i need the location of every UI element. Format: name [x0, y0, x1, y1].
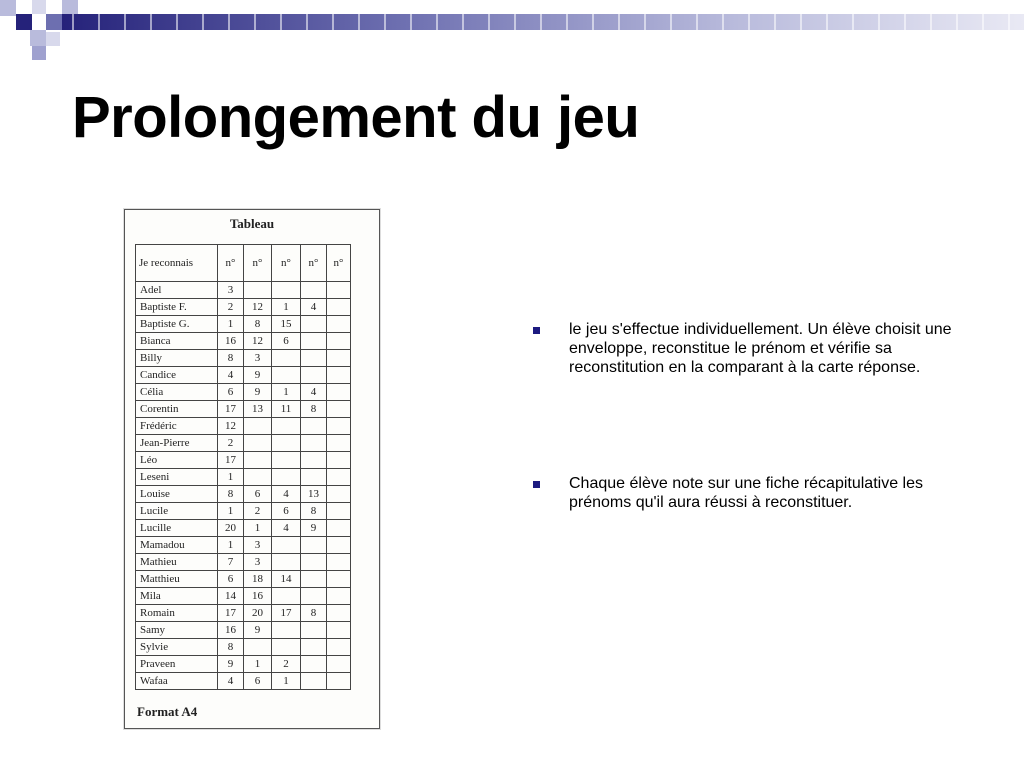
name-cell: Billy [136, 350, 218, 367]
number-cell [327, 384, 351, 401]
square-bullet-icon [533, 481, 540, 488]
number-cell [301, 622, 327, 639]
number-cell [272, 469, 301, 486]
name-cell: Sylvie [136, 639, 218, 656]
deco-square [32, 0, 46, 14]
number-cell [327, 656, 351, 673]
table-row [136, 588, 351, 605]
number-cell [327, 486, 351, 503]
number-cell: 12 [244, 333, 272, 350]
number-cell: 8 [301, 503, 327, 520]
number-cell: 2 [244, 503, 272, 520]
number-cell: 16 [244, 588, 272, 605]
number-cell: 14 [272, 571, 301, 588]
number-cell: 7 [218, 554, 244, 571]
table-row [136, 639, 351, 656]
name-cell: Matthieu [136, 571, 218, 588]
number-cell [301, 571, 327, 588]
table-header-row [136, 245, 351, 282]
number-cell [327, 333, 351, 350]
number-cell: 2 [218, 435, 244, 452]
name-cell: Corentin [136, 401, 218, 418]
deco-square [16, 14, 32, 30]
number-cell: 6 [244, 673, 272, 690]
number-cell [327, 435, 351, 452]
name-cell: Praveen [136, 656, 218, 673]
number-cell: 1 [272, 673, 301, 690]
table-row [136, 537, 351, 554]
number-cell: 16 [218, 333, 244, 350]
name-cell: Samy [136, 622, 218, 639]
number-cell [301, 452, 327, 469]
number-cell [301, 554, 327, 571]
number-cell [301, 282, 327, 299]
number-cell [244, 418, 272, 435]
number-cell: 8 [301, 605, 327, 622]
number-cell: 1 [218, 503, 244, 520]
number-cell: 17 [272, 605, 301, 622]
table-row [136, 673, 351, 690]
deco-square [30, 30, 46, 46]
number-cell: 3 [218, 282, 244, 299]
number-cell: 14 [218, 588, 244, 605]
number-cell: 9 [244, 622, 272, 639]
number-cell: 13 [301, 486, 327, 503]
number-cell [272, 588, 301, 605]
number-cell: 15 [272, 316, 301, 333]
name-cell: Baptiste G. [136, 316, 218, 333]
number-cell [327, 554, 351, 571]
number-cell: 1 [244, 656, 272, 673]
number-cell: 12 [244, 299, 272, 316]
decorative-header [0, 0, 1024, 64]
number-cell [244, 452, 272, 469]
number-cell: 20 [244, 605, 272, 622]
number-cell [244, 435, 272, 452]
number-cell [272, 537, 301, 554]
number-cell [327, 469, 351, 486]
number-cell [301, 418, 327, 435]
table-row [136, 435, 351, 452]
bullet-text: le jeu s'effectue individuellement. Un élève choisit une enveloppe, reconstitue le prénom et vérifie sa reconstitution en la comparant à la carte réponse. [569, 321, 952, 376]
number-cell: 6 [244, 486, 272, 503]
number-cell [301, 537, 327, 554]
sheet-title: Tableau [229, 216, 275, 231]
number-cell: 8 [218, 350, 244, 367]
number-cell [327, 452, 351, 469]
table-row [136, 418, 351, 435]
number-cell [272, 554, 301, 571]
number-cell [301, 673, 327, 690]
number-cell [272, 418, 301, 435]
number-cell: 8 [244, 316, 272, 333]
number-cell [272, 350, 301, 367]
number-cell [327, 316, 351, 333]
number-cell [327, 401, 351, 418]
number-cell: 3 [244, 554, 272, 571]
names-table [135, 244, 351, 690]
number-cell: 9 [218, 656, 244, 673]
name-cell: Lucille [136, 520, 218, 537]
table-row [136, 605, 351, 622]
number-cell: 2 [218, 299, 244, 316]
number-cell [327, 622, 351, 639]
table-row [136, 469, 351, 486]
number-cell: 8 [218, 639, 244, 656]
number-cell [272, 367, 301, 384]
number-cell: 9 [301, 520, 327, 537]
number-cell [327, 367, 351, 384]
number-cell: 12 [218, 418, 244, 435]
deco-square [0, 0, 16, 16]
name-cell: Lucile [136, 503, 218, 520]
number-cell: 6 [218, 384, 244, 401]
number-cell: 6 [272, 333, 301, 350]
scanned-table-sheet [124, 209, 380, 729]
table-row [136, 367, 351, 384]
number-cell: 8 [218, 486, 244, 503]
number-cell [244, 639, 272, 656]
slide-title: Prolongement du jeu [72, 85, 640, 150]
number-cell [327, 537, 351, 554]
number-cell [272, 282, 301, 299]
name-cell: Mila [136, 588, 218, 605]
number-cell: 1 [218, 469, 244, 486]
number-cell [327, 299, 351, 316]
table-row [136, 486, 351, 503]
number-cell: 20 [218, 520, 244, 537]
number-cell: 1 [218, 316, 244, 333]
number-cell [301, 588, 327, 605]
table-row [136, 656, 351, 673]
number-cell [327, 673, 351, 690]
header-cell: n° [218, 245, 244, 282]
number-cell: 8 [301, 401, 327, 418]
table-row [136, 554, 351, 571]
number-cell: 4 [301, 384, 327, 401]
number-cell: 9 [244, 367, 272, 384]
deco-square [32, 46, 46, 60]
number-cell [301, 350, 327, 367]
number-cell: 3 [244, 537, 272, 554]
number-cell [327, 639, 351, 656]
number-cell [301, 656, 327, 673]
number-cell: 4 [272, 520, 301, 537]
header-cell: n° [327, 245, 351, 282]
table-row [136, 384, 351, 401]
number-cell [327, 588, 351, 605]
number-cell [327, 605, 351, 622]
number-cell: 17 [218, 401, 244, 418]
number-cell: 17 [218, 605, 244, 622]
name-cell: Candice [136, 367, 218, 384]
name-cell: Romain [136, 605, 218, 622]
number-cell [327, 503, 351, 520]
table-row [136, 401, 351, 418]
number-cell: 9 [244, 384, 272, 401]
deco-square [62, 0, 78, 14]
table-row [136, 316, 351, 333]
sheet-footer: Format A4 [137, 704, 198, 719]
gradient-stripe [62, 14, 1024, 30]
number-cell: 3 [244, 350, 272, 367]
number-cell: 4 [301, 299, 327, 316]
table-row [136, 571, 351, 588]
number-cell: 1 [244, 520, 272, 537]
name-cell: Mamadou [136, 537, 218, 554]
number-cell: 4 [218, 673, 244, 690]
number-cell: 4 [218, 367, 244, 384]
number-cell [272, 639, 301, 656]
number-cell: 18 [244, 571, 272, 588]
number-cell [327, 350, 351, 367]
bullet-text: Chaque élève note sur une fiche récapitulative les prénoms qu'il aura réussi à reconstituer. [569, 475, 923, 511]
number-cell [301, 333, 327, 350]
header-cell: n° [301, 245, 327, 282]
name-cell: Bianca [136, 333, 218, 350]
table-row [136, 299, 351, 316]
number-cell [301, 316, 327, 333]
number-cell [301, 639, 327, 656]
table-row [136, 622, 351, 639]
number-cell [272, 622, 301, 639]
number-cell [327, 571, 351, 588]
number-cell [327, 418, 351, 435]
number-cell [244, 469, 272, 486]
number-cell: 4 [272, 486, 301, 503]
name-cell: Mathieu [136, 554, 218, 571]
table-row [136, 452, 351, 469]
number-cell [327, 520, 351, 537]
number-cell: 16 [218, 622, 244, 639]
number-cell: 6 [218, 571, 244, 588]
header-cell: n° [244, 245, 272, 282]
number-cell [327, 282, 351, 299]
square-bullet-icon [533, 327, 540, 334]
name-cell: Wafaa [136, 673, 218, 690]
table-row [136, 350, 351, 367]
number-cell: 13 [244, 401, 272, 418]
table-row [136, 333, 351, 350]
header-cell: n° [272, 245, 301, 282]
name-cell: Célia [136, 384, 218, 401]
table-row [136, 520, 351, 537]
deco-square [46, 32, 60, 46]
number-cell [272, 452, 301, 469]
number-cell [301, 469, 327, 486]
number-cell: 1 [218, 537, 244, 554]
number-cell: 1 [272, 299, 301, 316]
name-cell: Frédéric [136, 418, 218, 435]
number-cell [301, 367, 327, 384]
name-cell: Baptiste F. [136, 299, 218, 316]
header-cell: Je reconnais [136, 245, 218, 282]
deco-square [46, 14, 62, 30]
number-cell [244, 282, 272, 299]
number-cell [301, 435, 327, 452]
name-cell: Leseni [136, 469, 218, 486]
number-cell: 11 [272, 401, 301, 418]
number-cell: 17 [218, 452, 244, 469]
number-cell: 2 [272, 656, 301, 673]
table-row [136, 282, 351, 299]
name-cell: Jean-Pierre [136, 435, 218, 452]
number-cell [272, 435, 301, 452]
name-cell: Louise [136, 486, 218, 503]
name-cell: Léo [136, 452, 218, 469]
number-cell: 6 [272, 503, 301, 520]
number-cell: 1 [272, 384, 301, 401]
name-cell: Adel [136, 282, 218, 299]
table-row [136, 503, 351, 520]
